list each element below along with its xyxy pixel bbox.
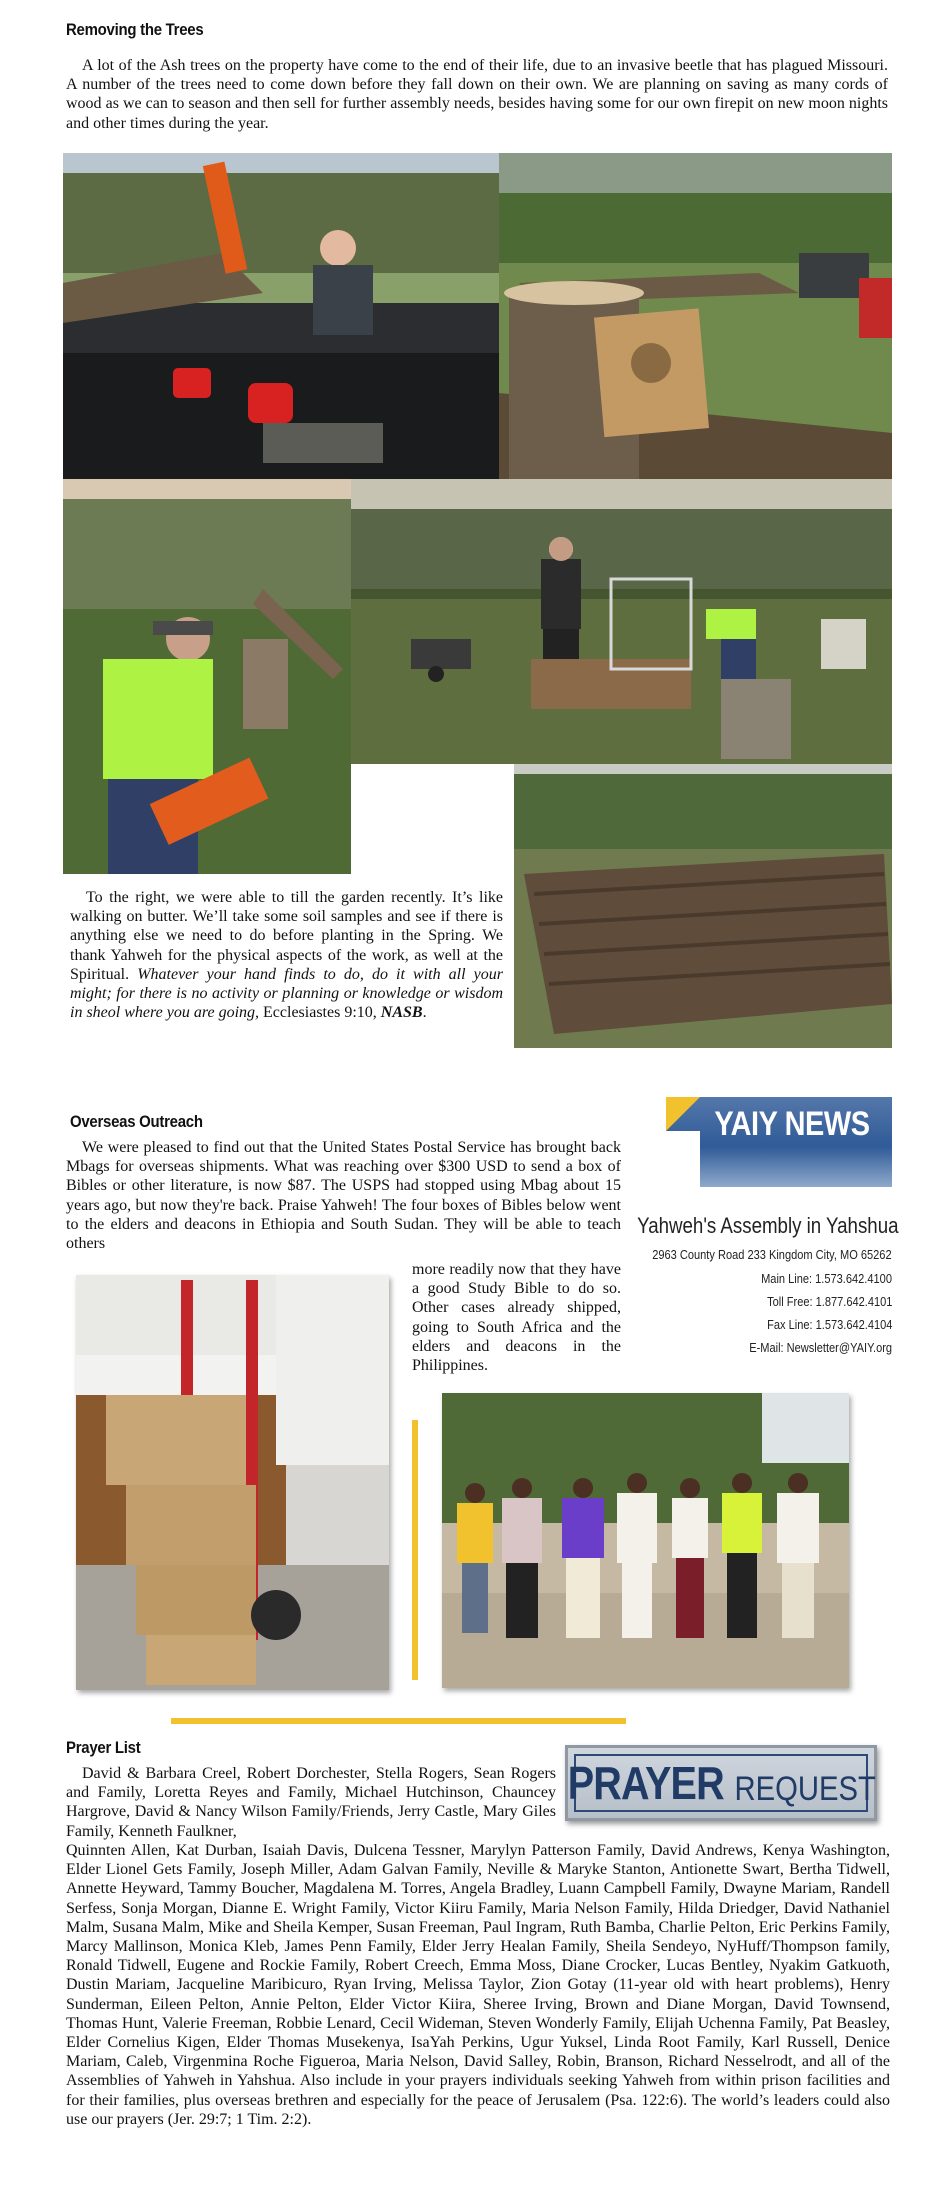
outreach-heading: Overseas Outreach [70, 1112, 203, 1131]
caption-text: To the right, we were able to till the garden recently. It’s like walking on butter. We’ll take some soil samples and see if there is anything else we need to do before planting in the Spring. We thank Yahweh for the physical aspects of the work, as well at the Spiritual. [70, 889, 503, 983]
trees-paragraph: A lot of the Ash trees on the property have come to the end of their life, due to an invasive beetle that has plagued Missouri. A number of the trees need to come down before they fall down on their own. We are planning on saving as many cords of wood as we can to season and then sell for further assembly needs, besides having some for our own firepit on new moon nights and other times during the year. [66, 57, 888, 132]
prayer-names-top: David & Barbara Creel, Robert Dorchester, Stella Rogers, Sean Rogers and Family, Loretta Reyes and Family, Michael Hutchinson, Chauncey Hargrove, David & Nancy Wilson Family/Friends, Jerry Castle, Mary Giles Family, Kenneth Faulkner, [66, 1765, 556, 1840]
org-name: Yahweh's Assembly in Yahshua [636, 1213, 898, 1238]
caption-end: . [422, 1004, 427, 1022]
photo-tilled-garden [514, 764, 892, 1048]
prayer-banner-big: PRAYER [567, 1757, 724, 1809]
prayer-request-banner [565, 1745, 877, 1821]
yaiy-news-banner [666, 1097, 892, 1187]
caption-quote: Whatever your hand finds to do, do it with all your might; for there is no activity or planning or knowledge or wisdom in sheol where you are going, [70, 965, 503, 1022]
caption-version: NASB [380, 1004, 423, 1022]
org-address: 2963 County Road 233 Kingdom City, MO 65262 [652, 1247, 892, 1262]
outreach-paragraph: We were pleased to find out that the United States Postal Service has brought back Mbags for overseas shipments. What was reaching over $300 USD to send a box of Bibles or other literature, is now $87. The USPS had stopped using Mbag about 15 years ago, but now they're back. Praise Yahweh! The four boxes of Bibles below went to the elders and deacons in Ethiopia and South Sudan. They will be able to teach others [66, 1139, 621, 1253]
trees-heading: Removing the Trees [66, 20, 204, 39]
photo-bible-boxes [76, 1275, 389, 1690]
photo-group-bibles [442, 1393, 849, 1688]
photo-wood-stacking [351, 479, 892, 764]
email[interactable]: E-Mail: Newsletter@YAIY.org [749, 1340, 892, 1355]
yellow-divider-horizontal [171, 1718, 626, 1724]
yellow-divider-vertical [412, 1420, 418, 1680]
prayer-heading: Prayer List [66, 1738, 141, 1757]
fax-line: Fax Line: 1.573.642.4104 [766, 1317, 892, 1332]
photo-man-chainsaw [63, 479, 351, 874]
photo-cut-stump [499, 153, 892, 479]
news-title: YAIY NEWS [714, 1105, 870, 1143]
prayer-banner-frame [567, 1754, 876, 1812]
outreach-paragraph-side: more readily now that they have a good Study Bible to do so. Other cases already shipped, going to South Africa and the elders and deacons in the Philippines. [412, 1261, 621, 1375]
garden-caption [70, 888, 503, 1022]
garden-caption-box [63, 874, 514, 1048]
photo-chainsaw-truck [63, 153, 499, 479]
prayer-banner-small: REQUEST [734, 1770, 876, 1808]
caption-ref: Ecclesiastes 9:10, [263, 1004, 377, 1022]
toll-free: Toll Free: 1.877.642.4101 [766, 1294, 892, 1309]
prayer-names-rest: Quinnten Allen, Kat Durban, Isaiah Davis, Dulcena Tessner, Marylyn Patterson Family, David Andrews, Kenya Washington, Elder Lionel Gets Family, Joseph Miller, Adam Galvan Family, Neville & Maryke Stanton, Antionette Swart, Bertha Tidwell, Annette Heyward, Tammy Boucher, Magdalena M. Torres, Angela Bradley, Luann Campbell Family, Dwayne Mariam, Randell Serfess, Sonja Morgan, Dianne E. Wright Family, Victor Kiiru Family, Maria Nelson Family, Hilda Driedger, David Nathaniel Malm, Susana Malm, Mike and Sheila Kemper, Susan Freeman, Paul Ingram, Ruth Bamba, Charlie Pelton, Eric Perkins Family, Marcy Mallinson, Monica Kleb, James Penn Family, Elder Jerry Healan Family, Sheila Sendeyo, NyHuff/Thompson family, Ronald Tidwell, Eugene and Rockie Family, Robert Creech, Emma Moss, Diane Crocker, Lucas Bentley, Nyakim Gatkuoth, Dustin Mariam, Jacqueline Maribicuro, Ryan Irving, Melissa Taylor, Zion Gotay (11-year old with heart problems), Henry Sunderman, Eileen Pelton, Annie Pelton, Elder Victor Kiira, Sheree Irving, Brown and Diane Morgan, David Townsend, Thomas Hunt, Valerie Freeman, Robbie Lenard, Cecil Wideman, Steven Wonderly Family, Elijah Uchenna Family, Pat Beasley, Elder Cornelius Kigen, Elder Thomas Musekenya, IsaYah Perkins, Ugur Yuksel, Linda Root Family, Karl Russell, Denice Mariam, Caleb, Virgenmina Roche Figueroa, Maria Nelson, David Salley, Robin, Branson, Richard Nesselrodt, and all of the Assemblies of Yahweh in Yahshua. Also include in your prayers individuals seeking Yahweh from within prison facilities and for their families, plus overseas brethren and especially for the peace of Jerusalem (Psa. 122:6). The world’s leaders could also use our prayers (Jer. 29:7; 1 Tim. 2:2). [66, 1842, 890, 2128]
yellow-accent-icon [666, 1097, 706, 1187]
main-line: Main Line: 1.573.642.4100 [761, 1271, 892, 1286]
